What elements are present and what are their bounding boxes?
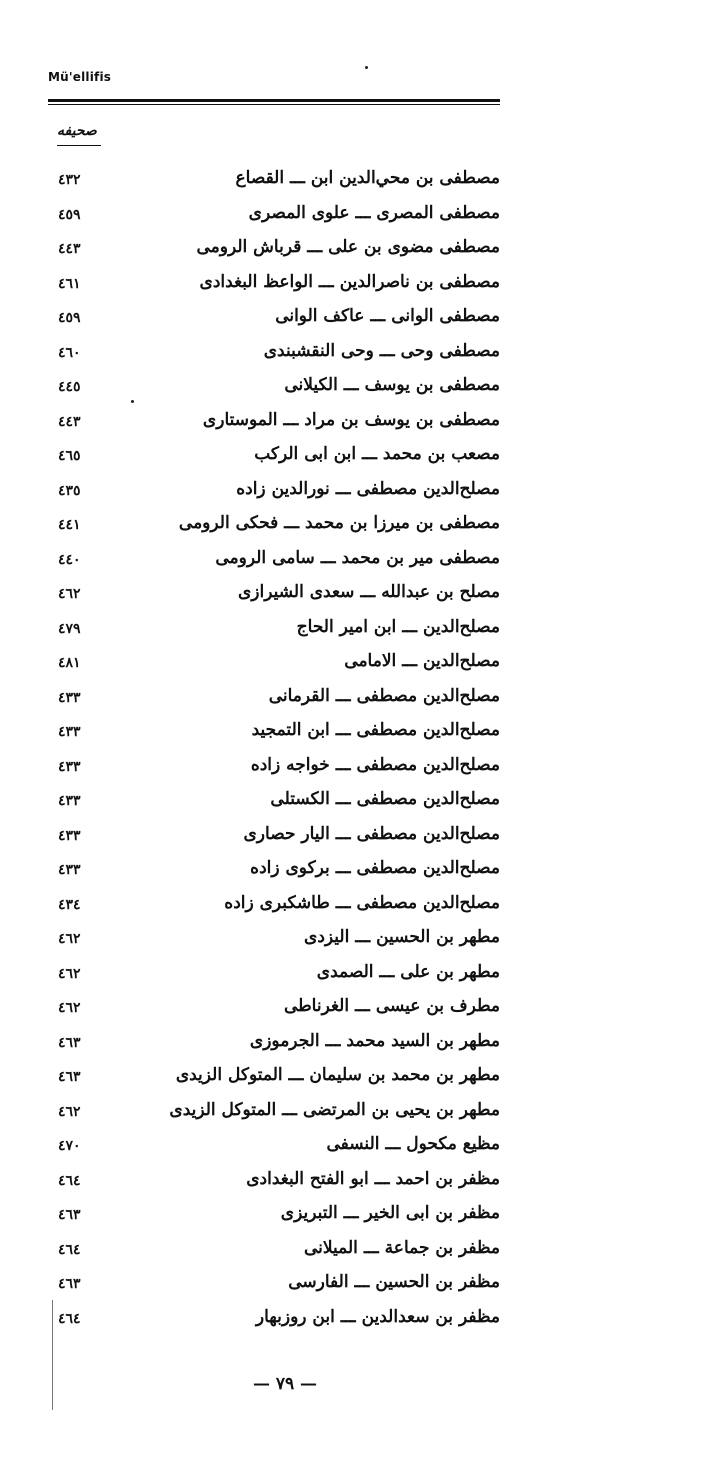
entry-author-name: مطرف بن عيسى ـــ الغرناطى bbox=[283, 996, 500, 1016]
index-entry bbox=[50, 651, 500, 686]
entry-author-name: مصعب بن محمد ـــ ابن ابى الركب bbox=[254, 444, 500, 464]
index-entry bbox=[50, 996, 500, 1031]
entry-author-name: مصلح بن عبدالله ـــ سعدى الشيرازى bbox=[238, 582, 500, 602]
entry-author-name: مظيع مكحول ـــ النسفى bbox=[326, 1134, 500, 1154]
entry-author-name: مظفر بن ابى الخير ـــ التبريزى bbox=[280, 1203, 500, 1223]
index-entry bbox=[50, 1307, 500, 1342]
index-entry bbox=[50, 617, 500, 652]
index-entry bbox=[50, 1203, 500, 1238]
entry-author-name: مظفر بن جماعة ـــ الميلانى bbox=[304, 1237, 500, 1258]
index-entry bbox=[50, 1031, 500, 1066]
entry-page-number: ٤٦٢ bbox=[58, 586, 81, 602]
index-entry bbox=[50, 548, 500, 583]
index-entry bbox=[50, 686, 500, 721]
entry-author-name: مصطفى مضوى بن على ـــ قرباش الرومى bbox=[196, 237, 500, 257]
entry-author-name: مصلح‌الدين مصطفى ـــ طاشكبرى زاده bbox=[224, 892, 500, 913]
entry-author-name: مصلح‌الدين مصطفى ـــ خواجه زاده bbox=[250, 754, 500, 775]
entry-author-name: مصطفى بن يوسف بن مراد ـــ الموستارى bbox=[202, 409, 500, 430]
entry-author-name: مطهر بن السيد محمد ـــ الجرموزى bbox=[249, 1030, 500, 1051]
index-entry bbox=[50, 582, 500, 617]
entry-page-number: ٤٨١ bbox=[58, 655, 81, 671]
index-entry bbox=[50, 962, 500, 997]
index-entry bbox=[50, 1065, 500, 1100]
entry-author-name: مصطفى مير بن محمد ـــ سامى الرومى bbox=[215, 547, 500, 568]
entry-page-number: ٤٦٢ bbox=[58, 1000, 81, 1016]
index-entry bbox=[50, 789, 500, 824]
index-entry bbox=[50, 755, 500, 790]
entry-author-name: مظفر بن سعدالدين ـــ ابن روزبهار bbox=[255, 1306, 500, 1327]
entry-page-number: ٤٣٣ bbox=[58, 758, 81, 775]
entry-author-name: مصلح‌الدين مصطفى ـــ بركوى زاده bbox=[250, 858, 500, 878]
entry-author-name: مصلح‌الدين مصطفى ـــ القرمانى bbox=[268, 685, 500, 706]
print-speck bbox=[131, 400, 134, 403]
entry-page-number: ٤٣٢ bbox=[58, 172, 81, 188]
entry-page-number: ٤٦٤ bbox=[58, 1172, 81, 1189]
entry-page-number: ٤٦٣ bbox=[58, 1207, 81, 1223]
index-entry bbox=[50, 272, 500, 307]
entry-page-number: ٤٥٩ bbox=[58, 206, 81, 223]
entry-page-number: ٤٦٢ bbox=[58, 1103, 81, 1120]
entry-author-name: مصلح‌الدين ـــ الامامى bbox=[344, 651, 500, 671]
index-entry bbox=[50, 375, 500, 410]
entry-author-name: مظفر بن الحسين ـــ الفارسى bbox=[288, 1272, 500, 1292]
entry-author-name: مصلح‌الدين مصطفى ـــ نورالدين زاده bbox=[236, 478, 500, 499]
entry-author-name: مطهر بن محمد بن سليمان ـــ المتوكل الزيدى bbox=[175, 1065, 500, 1085]
page-column-header: صحيفه bbox=[57, 123, 97, 139]
entry-author-name: مطهر بن الحسين ـــ اليزدى bbox=[304, 927, 500, 947]
column-header-underline bbox=[57, 145, 101, 146]
entry-page-number: ٤٧٩ bbox=[58, 620, 81, 637]
entry-page-number: ٤٦٤ bbox=[58, 1241, 81, 1258]
entry-page-number: ٤٦٣ bbox=[58, 1069, 81, 1085]
entry-page-number: ٤٦٥ bbox=[58, 448, 81, 464]
entry-page-number: ٤٤٠ bbox=[58, 551, 81, 568]
entry-author-name: مصطفى بن ميرزا بن محمد ـــ فحكى الرومى bbox=[178, 513, 500, 533]
index-entry bbox=[50, 168, 500, 203]
entry-author-name: مصلح‌الدين مصطفى ـــ الكستلى bbox=[270, 789, 500, 809]
index-entry bbox=[50, 927, 500, 962]
entry-page-number: ٤٤٣ bbox=[58, 241, 81, 257]
index-entry bbox=[50, 858, 500, 893]
entry-author-name: مظفر بن احمد ـــ ابو الفتح البغدادى bbox=[246, 1168, 500, 1189]
index-entry bbox=[50, 203, 500, 238]
entry-page-number: ٤٣٣ bbox=[58, 689, 81, 706]
entry-author-name: مصطفى بن محي‌الدين ابن ـــ القصاع bbox=[235, 168, 500, 188]
margin-line bbox=[52, 1300, 53, 1410]
index-entry bbox=[50, 824, 500, 859]
entry-page-number: ٤٦٠ bbox=[58, 344, 81, 361]
entry-page-number: ٤٣٥ bbox=[58, 482, 81, 499]
index-entry bbox=[50, 237, 500, 272]
entry-author-name: مصطفى وحى ـــ وحى النقشبندى bbox=[263, 340, 500, 361]
entry-page-number: ٤٣٤ bbox=[58, 896, 81, 913]
header-rule-thin bbox=[48, 104, 500, 105]
entry-page-number: ٤٦١ bbox=[58, 275, 81, 292]
entry-author-name: مصلح‌الدين مصطفى ـــ ابن التمجيد bbox=[251, 720, 500, 740]
page-header-label: Mü'ellifis bbox=[48, 70, 112, 84]
entry-author-name: مطهر بن على ـــ الصمدى bbox=[316, 961, 500, 982]
index-entry bbox=[50, 410, 500, 445]
entry-author-name: مطهر بن يحيى بن المرتضى ـــ المتوكل الزيدى bbox=[169, 1099, 500, 1120]
entry-author-name: مصلح‌الدين مصطفى ـــ اليار حصارى bbox=[243, 823, 500, 844]
index-entry bbox=[50, 479, 500, 514]
entry-author-name: مصلح‌الدين ـــ ابن امير الحاج bbox=[296, 616, 500, 637]
index-entry bbox=[50, 893, 500, 928]
index-entry bbox=[50, 1169, 500, 1204]
index-entry-list bbox=[50, 168, 500, 1341]
index-entry bbox=[50, 306, 500, 341]
entry-page-number: ٤٤١ bbox=[58, 517, 81, 533]
entry-author-name: مصطفى الوانى ـــ عاكف الوانى bbox=[275, 306, 500, 326]
entry-page-number: ٤٣٣ bbox=[58, 793, 81, 809]
entry-page-number: ٤٦٤ bbox=[58, 1310, 81, 1327]
index-entry bbox=[50, 1134, 500, 1169]
entry-page-number: ٤٣٣ bbox=[58, 827, 81, 844]
index-entry bbox=[50, 341, 500, 376]
entry-author-name: مصطفى بن ناصرالدين ـــ الواعظ البغدادى bbox=[199, 271, 500, 292]
entry-page-number: ٤٧٠ bbox=[58, 1138, 81, 1154]
header-rule bbox=[48, 99, 500, 102]
entry-page-number: ٤٦٢ bbox=[58, 931, 81, 947]
page-number: — ٧٩ — bbox=[252, 1374, 318, 1394]
entry-page-number: ٤٤٥ bbox=[58, 379, 81, 395]
entry-page-number: ٤٥٩ bbox=[58, 310, 81, 326]
index-entry bbox=[50, 1272, 500, 1307]
entry-author-name: مصطفى بن يوسف ـــ الكيلانى bbox=[284, 375, 500, 395]
index-entry bbox=[50, 444, 500, 479]
entry-page-number: ٤٤٣ bbox=[58, 413, 81, 430]
entry-page-number: ٤٦٢ bbox=[58, 965, 81, 982]
entry-page-number: ٤٣٣ bbox=[58, 724, 81, 740]
index-entry bbox=[50, 1100, 500, 1135]
entry-author-name: مصطفى المصرى ـــ علوى المصرى bbox=[248, 202, 500, 223]
index-entry bbox=[50, 513, 500, 548]
entry-page-number: ٤٦٣ bbox=[58, 1034, 81, 1051]
index-entry bbox=[50, 1238, 500, 1273]
print-speck bbox=[365, 66, 368, 69]
index-entry bbox=[50, 720, 500, 755]
entry-page-number: ٤٦٣ bbox=[58, 1276, 81, 1292]
entry-page-number: ٤٣٣ bbox=[58, 862, 81, 878]
